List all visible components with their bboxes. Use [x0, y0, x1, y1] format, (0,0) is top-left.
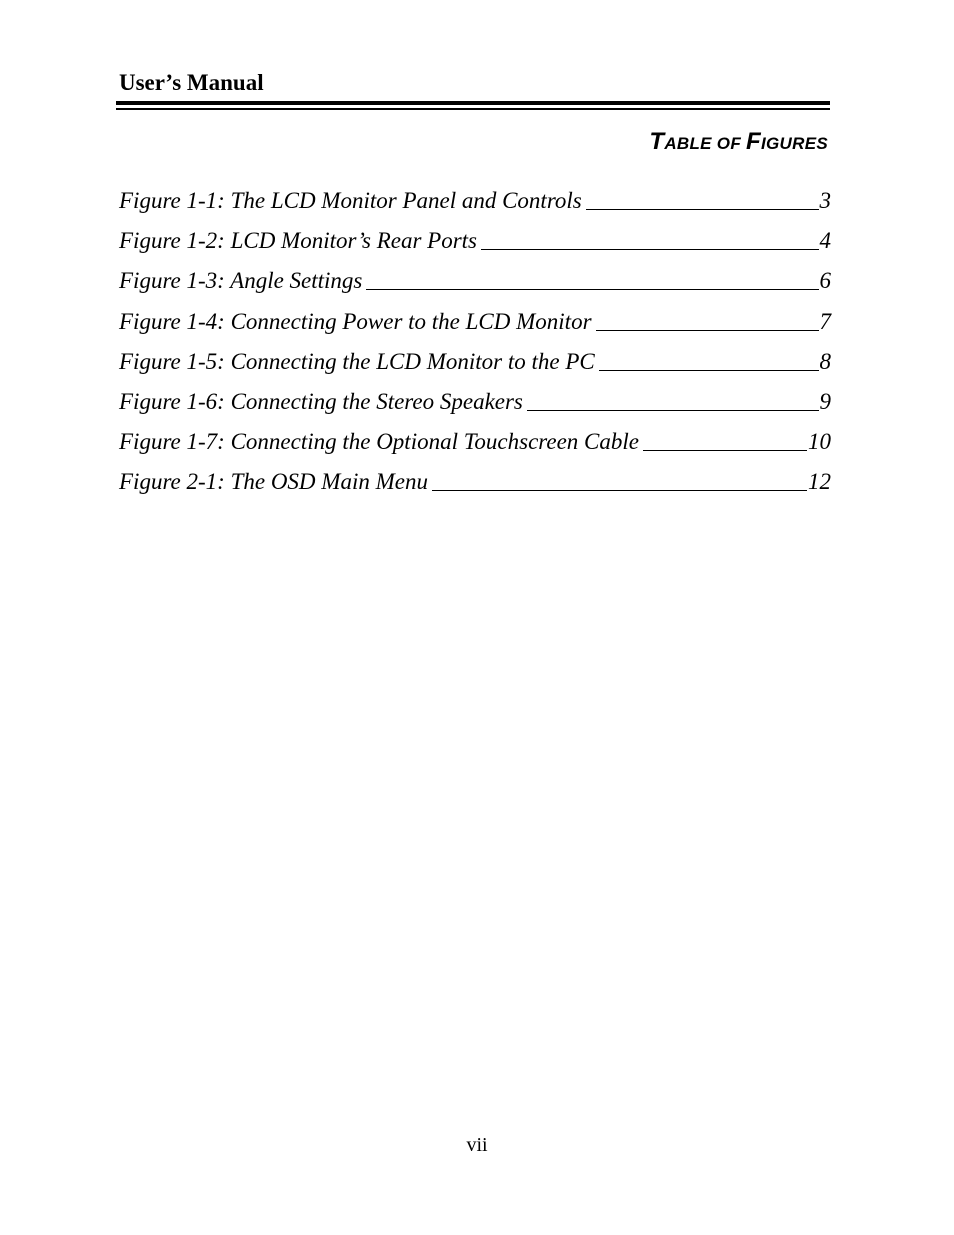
- toc-entry-label: Figure 1-4: Connecting Power to the LCD Monitor: [119, 308, 592, 334]
- page-number: vii: [466, 1134, 488, 1156]
- toc-leader-line: [366, 289, 818, 290]
- toc-entry-label: Figure 1-6: Connecting the Stereo Speakers: [119, 388, 523, 414]
- toc-entry[interactable]: [119, 349, 831, 389]
- toc-leader-line: [643, 450, 807, 451]
- header-rule-thin: [116, 108, 830, 110]
- running-header: User’s Manual: [119, 70, 264, 95]
- toc-entry-label: Figure 1-3: Angle Settings: [119, 268, 363, 294]
- toc-entry-label: Figure 1-1: The LCD Monitor Panel and Controls: [119, 188, 582, 213]
- toc-title-word-1: ABLE OF: [664, 134, 747, 153]
- toc-entry[interactable]: [119, 188, 831, 228]
- toc-entry-page: 6: [819, 268, 831, 294]
- toc-entry-page: 10: [808, 429, 831, 455]
- toc-entry[interactable]: [119, 228, 831, 268]
- toc-entry[interactable]: [119, 268, 831, 308]
- toc-title-cap-2: F: [746, 128, 762, 155]
- toc-title-cap-1: T: [649, 128, 665, 155]
- toc-entry[interactable]: [119, 389, 831, 429]
- toc-leader-line: [596, 330, 819, 331]
- toc-entry-page: 4: [819, 228, 831, 254]
- toc-leader-line: [586, 209, 819, 210]
- toc-entry-label: Figure 1-7: Connecting the Optional Touchscreen Cable: [119, 429, 639, 455]
- toc-entry-page: 12: [808, 469, 831, 495]
- toc-entry-label: Figure 1-2: LCD Monitor’s Rear Ports: [119, 228, 477, 254]
- toc-entry-label: Figure 1-5: Connecting the LCD Monitor to the PC: [119, 348, 595, 374]
- toc-leader-line: [432, 490, 807, 491]
- toc-title-word-2: IGURES: [761, 134, 828, 153]
- toc-title: [649, 128, 828, 156]
- toc-entry-page: 7: [819, 308, 831, 334]
- toc-entry-page: 9: [819, 388, 831, 414]
- toc-leader-line: [599, 370, 819, 371]
- toc-entry[interactable]: [119, 309, 831, 349]
- toc-entry-page: 8: [819, 348, 831, 374]
- toc-entry-page: 3: [819, 188, 831, 213]
- figure-list: [119, 188, 831, 510]
- toc-entry[interactable]: [119, 469, 831, 509]
- toc-leader-line: [481, 249, 819, 250]
- toc-entry[interactable]: [119, 429, 831, 469]
- toc-leader-line: [527, 410, 819, 411]
- header-rule-thick: [116, 101, 830, 105]
- toc-entry-label: Figure 2-1: The OSD Main Menu: [119, 469, 428, 495]
